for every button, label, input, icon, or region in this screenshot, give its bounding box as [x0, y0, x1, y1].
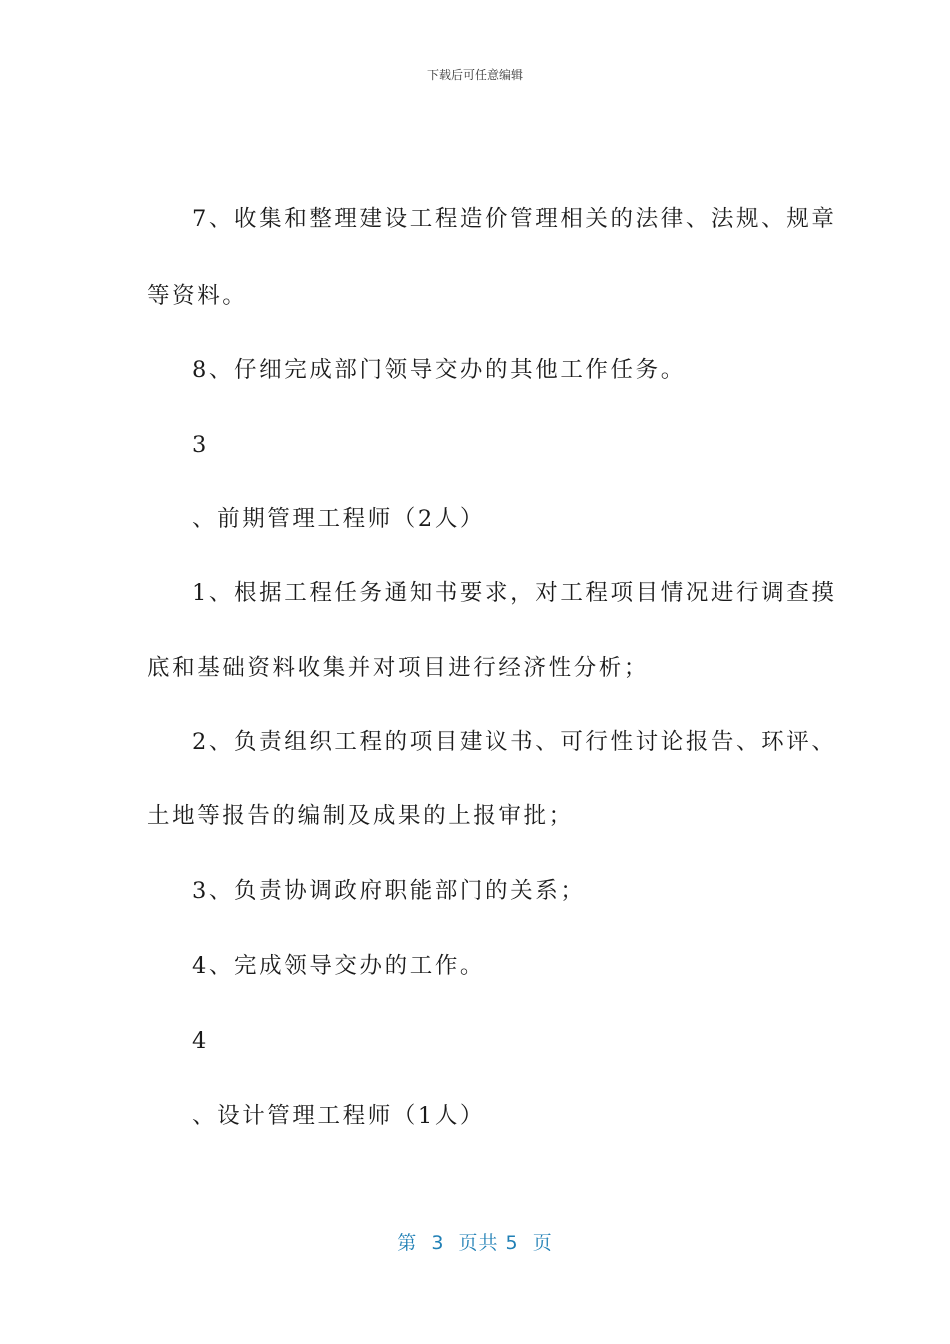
body-line-12: 4: [192, 1028, 209, 1054]
page-header: 下载后可任意编辑: [426, 68, 523, 82]
body-line-7: 底和基础资料收集并对项目进行经济性分析；: [147, 655, 650, 681]
body-line-5: 、前期管理工程师（2人）: [192, 506, 486, 532]
body-line-13: 、设计管理工程师（1人）: [192, 1103, 486, 1129]
page-footer: 第 3 页共 5 页: [397, 1232, 553, 1254]
body-line-3: 8、仔细完成部门领导交办的其他工作任务。: [192, 357, 686, 383]
body-line-2: 等资料。: [147, 283, 248, 309]
body-line-6: 1、根据工程任务通知书要求，对工程项目情况进行调查摸: [192, 580, 837, 606]
body-line-9: 土地等报告的编制及成果的上报审批；: [147, 803, 574, 829]
body-line-4: 3: [192, 432, 209, 458]
body-line-8: 2、负责组织工程的项目建议书、可行性讨论报告、环评、: [192, 729, 837, 755]
body-line-10: 3、负责协调政府职能部门的关系；: [192, 878, 586, 904]
body-line-1: 7、收集和整理建设工程造价管理相关的法律、法规、规章: [192, 206, 837, 232]
body-line-11: 4、完成领导交办的工作。: [192, 953, 486, 979]
